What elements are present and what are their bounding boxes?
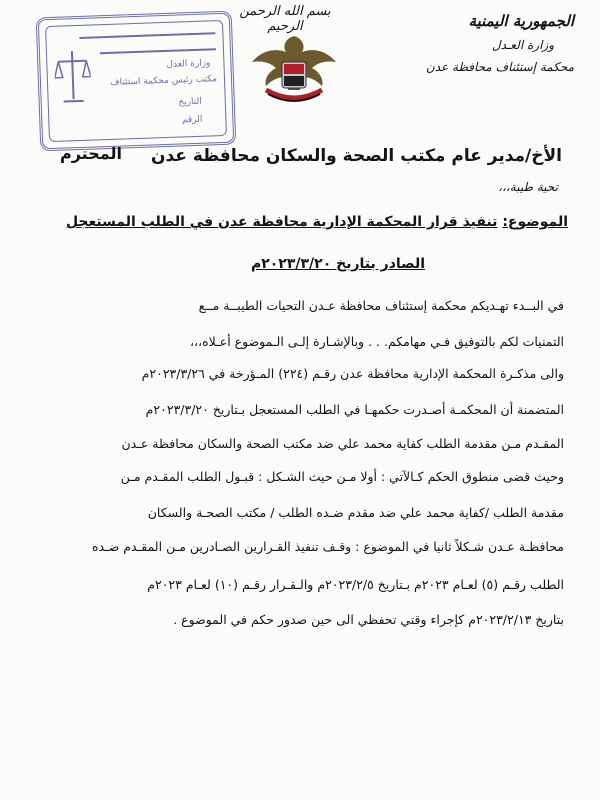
subject-label: الموضوع: (502, 214, 568, 230)
scales-icon (54, 47, 92, 108)
court-name: محكمة إستئناف محافظة عدن (425, 60, 574, 74)
subject-line-2: الصادر بتاريخ ٢٠٢٣/٣/٢٠م (250, 256, 425, 272)
subject-line (66, 214, 568, 230)
letterhead-right (426, 12, 574, 74)
official-stamp (36, 11, 237, 152)
subject-text: تنفيذ قرار المحكمة الإدارية محافظة عدن في الطلب المستعجل (65, 214, 498, 230)
body-line: المتضمنة أن المحكمـة أصـدرت حكمهـا في الطلب المستعجل بـتاريخ ٢٠٢٣/٣/٢٠م (145, 402, 564, 417)
body-line: المقـدم مـن مقدمة الطلب كفاية محمد علي ضد مكتب الصحة والسكان محافظة عـدن (121, 436, 564, 451)
stamp-line-a: وزارة العدل (166, 58, 211, 70)
body-line: والى مذكـرة المحكمة الإدارية محافظة عدن رقـم (٢٢٤) المـؤرخة في ٢٠٢٣/٣/٢٦م (141, 366, 564, 381)
respect-title: المحترم (60, 144, 122, 163)
yemen-eagle-emblem-icon (246, 28, 342, 108)
ministry-name: وزارة العـدل (491, 38, 554, 52)
body-line: بتاريخ ٢٠٢٣/٢/١٣م كإجراء وقتي تحفظي الى حين صدور حكم في الموضوع . (173, 612, 564, 627)
greeting: تحية طيبة،،، (498, 180, 558, 194)
basmala: بسم الله الرحمن الرحيم (239, 4, 331, 34)
body-line: وحيث قضى منطوق الحكم كـالآتي : أولا مـن حيث الشـكل : قبـول الطلب المقـدم مـن (120, 469, 564, 484)
addressee: الأخ/مدير عام مكتب الصحة والسكان محافظة عدن (150, 146, 562, 166)
body-line: في البــدء تهـديكم محكمة إستئناف محافظة عـدن التحيات الطيبــة مــع (198, 298, 564, 313)
body-line: محافظـة عـدن شـكلاً ثانيا في الموضوع : وقـف تنفيذ القـرارين الصـادرين مـن المقـدم ضـده (91, 539, 564, 554)
body-line: التمنيات لكم بالتوفيق فـي مهامكم. . . وبالإشـارة إلـى الـموضوع أعـلاه،،، (189, 334, 564, 349)
republic-name: الجمهورية اليمنية (468, 12, 574, 30)
body-line: مقدمة الطلب /كفاية محمد علي ضد مقدم ضـده الطلب / مكتب الصحـة والسكان (147, 505, 564, 520)
stamp-line-b: مكتب رئيس محكمة استئناف (110, 74, 218, 88)
body-line: الطلب رقـم (٥) لعـام ٢٠٢٣م بـتاريخ ٢٠٢٣/٢/٥م والـقـرار رقـم (١٠) لعـام ٢٠٢٣م (147, 577, 564, 592)
stamp-line-d: الرقم (181, 114, 203, 126)
stamp-line-c: التاريخ (178, 96, 202, 108)
